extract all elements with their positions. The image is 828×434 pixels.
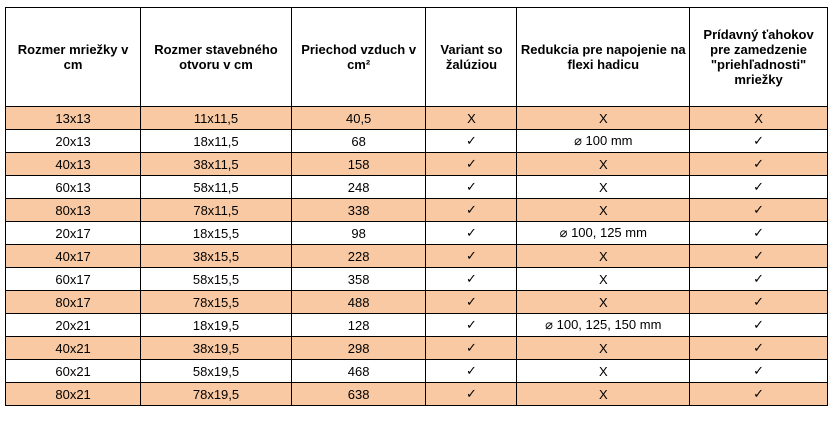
table-row [6, 268, 828, 291]
table-row [6, 245, 828, 268]
header-opening-size: Rozmer stavebného otvoru v cm [141, 8, 292, 107]
cell-extra-slats: ✓ [690, 222, 828, 245]
cell-opening-size: 18x15,5 [141, 222, 292, 245]
cell-louver-variant: ✓ [426, 314, 517, 337]
cell-opening-size: 38x19,5 [141, 337, 292, 360]
cell-louver-variant: ✓ [426, 176, 517, 199]
cell-flex-hose-reduction: X [517, 245, 690, 268]
cell-louver-variant: ✓ [426, 130, 517, 153]
cell-airflow: 338 [291, 199, 426, 222]
header-grille-size: Rozmer mriežky v cm [6, 8, 141, 107]
cell-louver-variant: X [426, 107, 517, 130]
cell-airflow: 40,5 [291, 107, 426, 130]
cell-grille-size: 80x13 [6, 199, 141, 222]
cell-grille-size: 60x13 [6, 176, 141, 199]
cell-airflow: 488 [291, 291, 426, 314]
table-row [6, 383, 828, 406]
cell-louver-variant: ✓ [426, 360, 517, 383]
header-airflow: Priechod vzduch v cm² [291, 8, 426, 107]
cell-extra-slats: ✓ [690, 130, 828, 153]
header-louver-variant: Variant so žalúziou [426, 8, 517, 107]
cell-louver-variant: ✓ [426, 199, 517, 222]
cell-extra-slats: ✓ [690, 268, 828, 291]
cell-grille-size: 20x13 [6, 130, 141, 153]
cell-flex-hose-reduction: ⌀ 100, 125 mm [517, 222, 690, 245]
table-row [6, 337, 828, 360]
cell-extra-slats: ✓ [690, 245, 828, 268]
cell-flex-hose-reduction: X [517, 153, 690, 176]
cell-opening-size: 78x19,5 [141, 383, 292, 406]
cell-airflow: 128 [291, 314, 426, 337]
cell-opening-size: 18x11,5 [141, 130, 292, 153]
cell-airflow: 358 [291, 268, 426, 291]
cell-extra-slats: ✓ [690, 314, 828, 337]
cell-grille-size: 60x21 [6, 360, 141, 383]
table-row [6, 199, 828, 222]
cell-grille-size: 13x13 [6, 107, 141, 130]
cell-extra-slats: ✓ [690, 337, 828, 360]
cell-flex-hose-reduction: X [517, 268, 690, 291]
cell-grille-size: 40x13 [6, 153, 141, 176]
cell-louver-variant: ✓ [426, 245, 517, 268]
cell-louver-variant: ✓ [426, 153, 517, 176]
header-flex-hose-reduction: Redukcia pre napojenie na flexi hadicu [517, 8, 690, 107]
grille-size-table [5, 7, 828, 406]
cell-airflow: 228 [291, 245, 426, 268]
cell-flex-hose-reduction: X [517, 199, 690, 222]
table-row [6, 130, 828, 153]
cell-opening-size: 18x19,5 [141, 314, 292, 337]
header-extra-slats: Prídavný ťahokov pre zamedzenie "priehľadnosti" mriežky [690, 8, 828, 107]
cell-extra-slats: ✓ [690, 199, 828, 222]
cell-grille-size: 20x21 [6, 314, 141, 337]
cell-airflow: 638 [291, 383, 426, 406]
cell-extra-slats: ✓ [690, 153, 828, 176]
cell-grille-size: 80x21 [6, 383, 141, 406]
cell-airflow: 468 [291, 360, 426, 383]
cell-extra-slats: ✓ [690, 360, 828, 383]
table-row [6, 291, 828, 314]
table-row [6, 314, 828, 337]
cell-opening-size: 78x11,5 [141, 199, 292, 222]
cell-opening-size: 11x11,5 [141, 107, 292, 130]
table-header-row [6, 8, 828, 107]
cell-louver-variant: ✓ [426, 337, 517, 360]
cell-grille-size: 60x17 [6, 268, 141, 291]
table-row [6, 360, 828, 383]
cell-flex-hose-reduction: X [517, 360, 690, 383]
cell-flex-hose-reduction: X [517, 291, 690, 314]
cell-opening-size: 38x15,5 [141, 245, 292, 268]
cell-grille-size: 40x21 [6, 337, 141, 360]
cell-airflow: 68 [291, 130, 426, 153]
cell-flex-hose-reduction: X [517, 107, 690, 130]
table-row [6, 222, 828, 245]
cell-airflow: 98 [291, 222, 426, 245]
cell-airflow: 298 [291, 337, 426, 360]
cell-grille-size: 20x17 [6, 222, 141, 245]
cell-flex-hose-reduction: X [517, 176, 690, 199]
cell-opening-size: 58x11,5 [141, 176, 292, 199]
cell-extra-slats: ✓ [690, 383, 828, 406]
cell-louver-variant: ✓ [426, 268, 517, 291]
cell-louver-variant: ✓ [426, 222, 517, 245]
table-row [6, 176, 828, 199]
cell-opening-size: 58x19,5 [141, 360, 292, 383]
cell-flex-hose-reduction: X [517, 337, 690, 360]
cell-grille-size: 40x17 [6, 245, 141, 268]
table-row [6, 153, 828, 176]
cell-flex-hose-reduction: X [517, 383, 690, 406]
cell-airflow: 158 [291, 153, 426, 176]
cell-extra-slats: ✓ [690, 176, 828, 199]
table-body [6, 107, 828, 406]
table-row [6, 107, 828, 130]
cell-louver-variant: ✓ [426, 383, 517, 406]
cell-flex-hose-reduction: ⌀ 100, 125, 150 mm [517, 314, 690, 337]
cell-flex-hose-reduction: ⌀ 100 mm [517, 130, 690, 153]
grille-size-table-container [5, 7, 828, 406]
cell-extra-slats: ✓ [690, 291, 828, 314]
cell-opening-size: 58x15,5 [141, 268, 292, 291]
cell-louver-variant: ✓ [426, 291, 517, 314]
cell-opening-size: 78x15,5 [141, 291, 292, 314]
cell-grille-size: 80x17 [6, 291, 141, 314]
cell-opening-size: 38x11,5 [141, 153, 292, 176]
cell-extra-slats: X [690, 107, 828, 130]
cell-airflow: 248 [291, 176, 426, 199]
